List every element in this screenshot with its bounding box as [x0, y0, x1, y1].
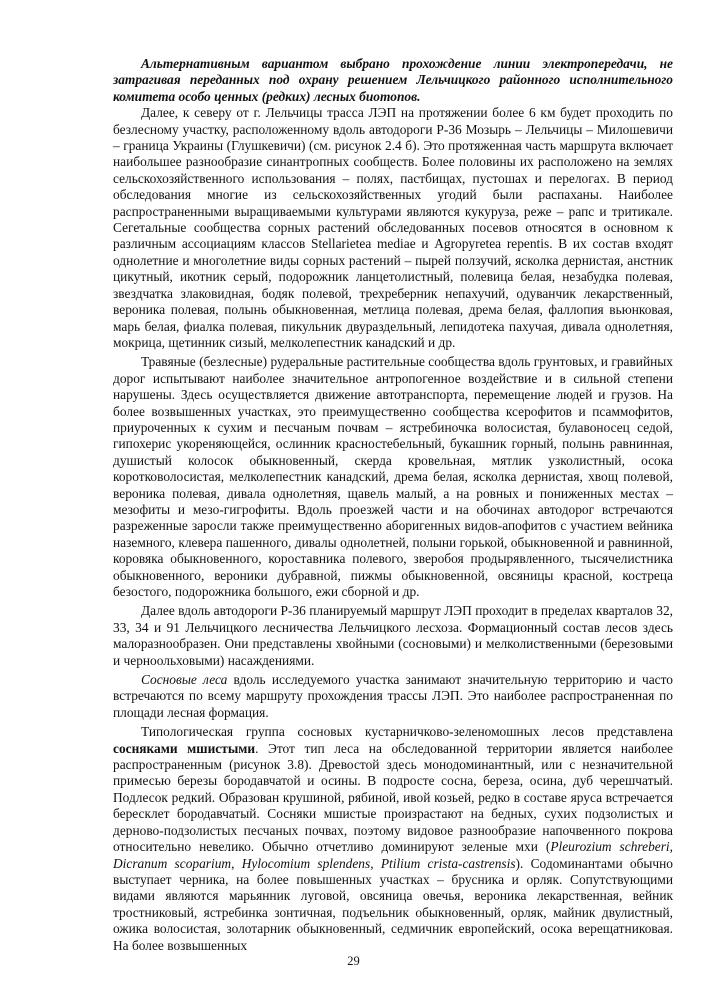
text-run: Альтернативным вариантом выбрано прохождение линии электропередачи, не затрагивая переданных под охрану решением Лельчицкого районного исполнительного комитета особо ценных (редких) лесных биотопов. [113, 56, 673, 104]
text-run: , [669, 839, 673, 855]
paragraph-mossy-pine-stands [113, 724, 673, 954]
text-run: Сосновые леса [141, 672, 228, 688]
text-run: сосняками мшистыми [113, 740, 256, 756]
paragraph-alternative-route [113, 56, 673, 105]
text-run: Hylocomium splendens [241, 855, 371, 871]
text-run: . Этот тип леса на обследованной территории является наиболее распространенным (рисунок 3.8). Древостой здесь монодоминантный, или с незначительной примесью березы бородавчатой и осины. В подросте сосна, береза, осина, дуб черешчатый. Подлесок редкий. Образован крушиной, рябиной, ивой козьей, редко в составе яруса встречается бересклет бородавчатый. Сосняки мшистые произрастают на бедных, сухих подзолистых и дерново-подзолистых песчаных почвах, поэтому видовое разнообразие напочвенного покрова относительно невелико. Обычно отчетливо доминируют зеленые мхи ( [113, 740, 673, 855]
text-run: Ptilium crista-castrensis [380, 855, 516, 871]
paragraph-north-of-lelchitsy [113, 105, 673, 351]
text-run: Dicranum scoparium [113, 855, 232, 871]
page-number: 29 [347, 954, 360, 968]
paragraph-pine-forests [113, 672, 673, 721]
paragraph-forest-quarters [113, 603, 673, 669]
document-page [113, 56, 673, 960]
text-run: ). Содоминантами обычно выступает черника, на более повышенных участках – брусника и орляк. Сопутствующими видами являются марьянник луговой, овсяница овечья, вероника лекарственная, вейник тростниковый, ястребинка зонтичная, подъельник обыкновенный, орляк, майник двулистный, ожика волосистая, золотарник обыкновенный, седмичник европейский, осока верещатниковая. На более возвышенных [113, 855, 673, 953]
text-run: Далее, к северу от г. Лельчицы трасса ЛЭП на протяжении более 6 км будет проходить по безлесному участку, расположенному вдоль автодороги Р-36 Мозырь – Лельчицы – Милошевичи – граница Украины (Глушкевичи) (см. рисунок 2.4 б). Это протяженная часть маршрута включает наибольшее разнообразие синантропных сообществ. Более половины их расположено на землях сельскохозяйственного использования – полях, пастбищах, пустошах и перелогах. В период обследования многие из сельскохозяйственных угодий были распаханы. Наиболее распространенными выращиваемыми культурами являются кукуруза, реже – рапс и тритикале. Сегетальные сообщества сорных растений обследованных посевов относятся в основном к различным ассоциациям классов Stellarietea mediae и Agropyretea repentis. В их состав входят однолетние и многолетние виды сорных растений – пырей ползучий, ясколка дернистая, анстник цикутный, икотник серый, подорожник ланцетолистный, полевица белая, незабудка полевая, звездчатка злаковидная, бодяк полевой, трехреберник непахучий, одуванчик лекарственный, вероника полевая, полынь обыкновенная, метлица полевая, дрема белая, фаллопия вьюнковая, марь белая, фиалка полевая, пикульник двураздельный, лепидотека пахучая, дивала однолетняя, мокрица, щетинник сизый, мелколепестник канадский и др. [113, 105, 673, 350]
text-run: , [231, 855, 242, 871]
paragraph-ruderal-communities [113, 354, 673, 600]
text-run: вдоль исследуемого участка занимают значительную территорию и часто встречаются по всему маршруту прохождения трассы ЛЭП. Это наиболее распространенная по площади лесная формация. [113, 672, 673, 720]
text-run: Pleurozium schreberi [550, 839, 670, 855]
text-run: Типологическая группа сосновых кустарничково-зеленомошных лесов представлена [141, 724, 673, 740]
text-run: Далее вдоль автодороги Р-36 планируемый маршрут ЛЭП проходит в пределах кварталов 32, 33, 34 и 91 Лельчицкого лесничества Лельчицкого лесхоза. Формационный состав лесов здесь малоразнообразен. Они представлены хвойными (сосновыми) и мелколиственными (березовыми и черноольховыми) насаждениями. [113, 603, 673, 668]
text-run: , [370, 855, 381, 871]
text-run: Травяные (безлесные) рудеральные растительные сообщества вдоль грунтовых, и гравийных дорог испытывают наиболее значительное антропогенное воздействие и в сильной степени нарушены. Здесь осуществляется движение автотранспорта, перемещение людей и грузов. На более возвышенных участках, это преимущественно сообщества ксерофитов и псаммофитов, приуроченных к сухим и песчаным почвам – ястребиночка волосистая, булавоносец седой, гипохерис укореняющейся, ослинник красностебельный, букашник горный, полынь равнинная, душистый колосок обыкновенный, скерда кровельная, мятлик узколистный, осока коротковолосистая, мелколепестник канадский, дрема белая, ясколка дернистая, хвощ полевой, вероника полевая, дивала однолетняя, щавель малый, а на ровных и пониженных местах – мезофиты и мезо-гигрофиты. Вдоль проезжей части и на обочинах автодорог встречаются разреженные заросли также преимущественно аборигенных видов-апофитов с участием вейника наземного, клевера пашенного, дивалы однолетней, полыни горькой, обыкновенной и равнинной, коровяка обыкновенного, короставника полевого, зверобоя продырявленного, тысячелистника обыкновенного, вероники дубравной, пижмы обыкновенной, овсяницы красной, кострeца безостого, подорожника большого, ежи сборной и др. [113, 354, 673, 599]
